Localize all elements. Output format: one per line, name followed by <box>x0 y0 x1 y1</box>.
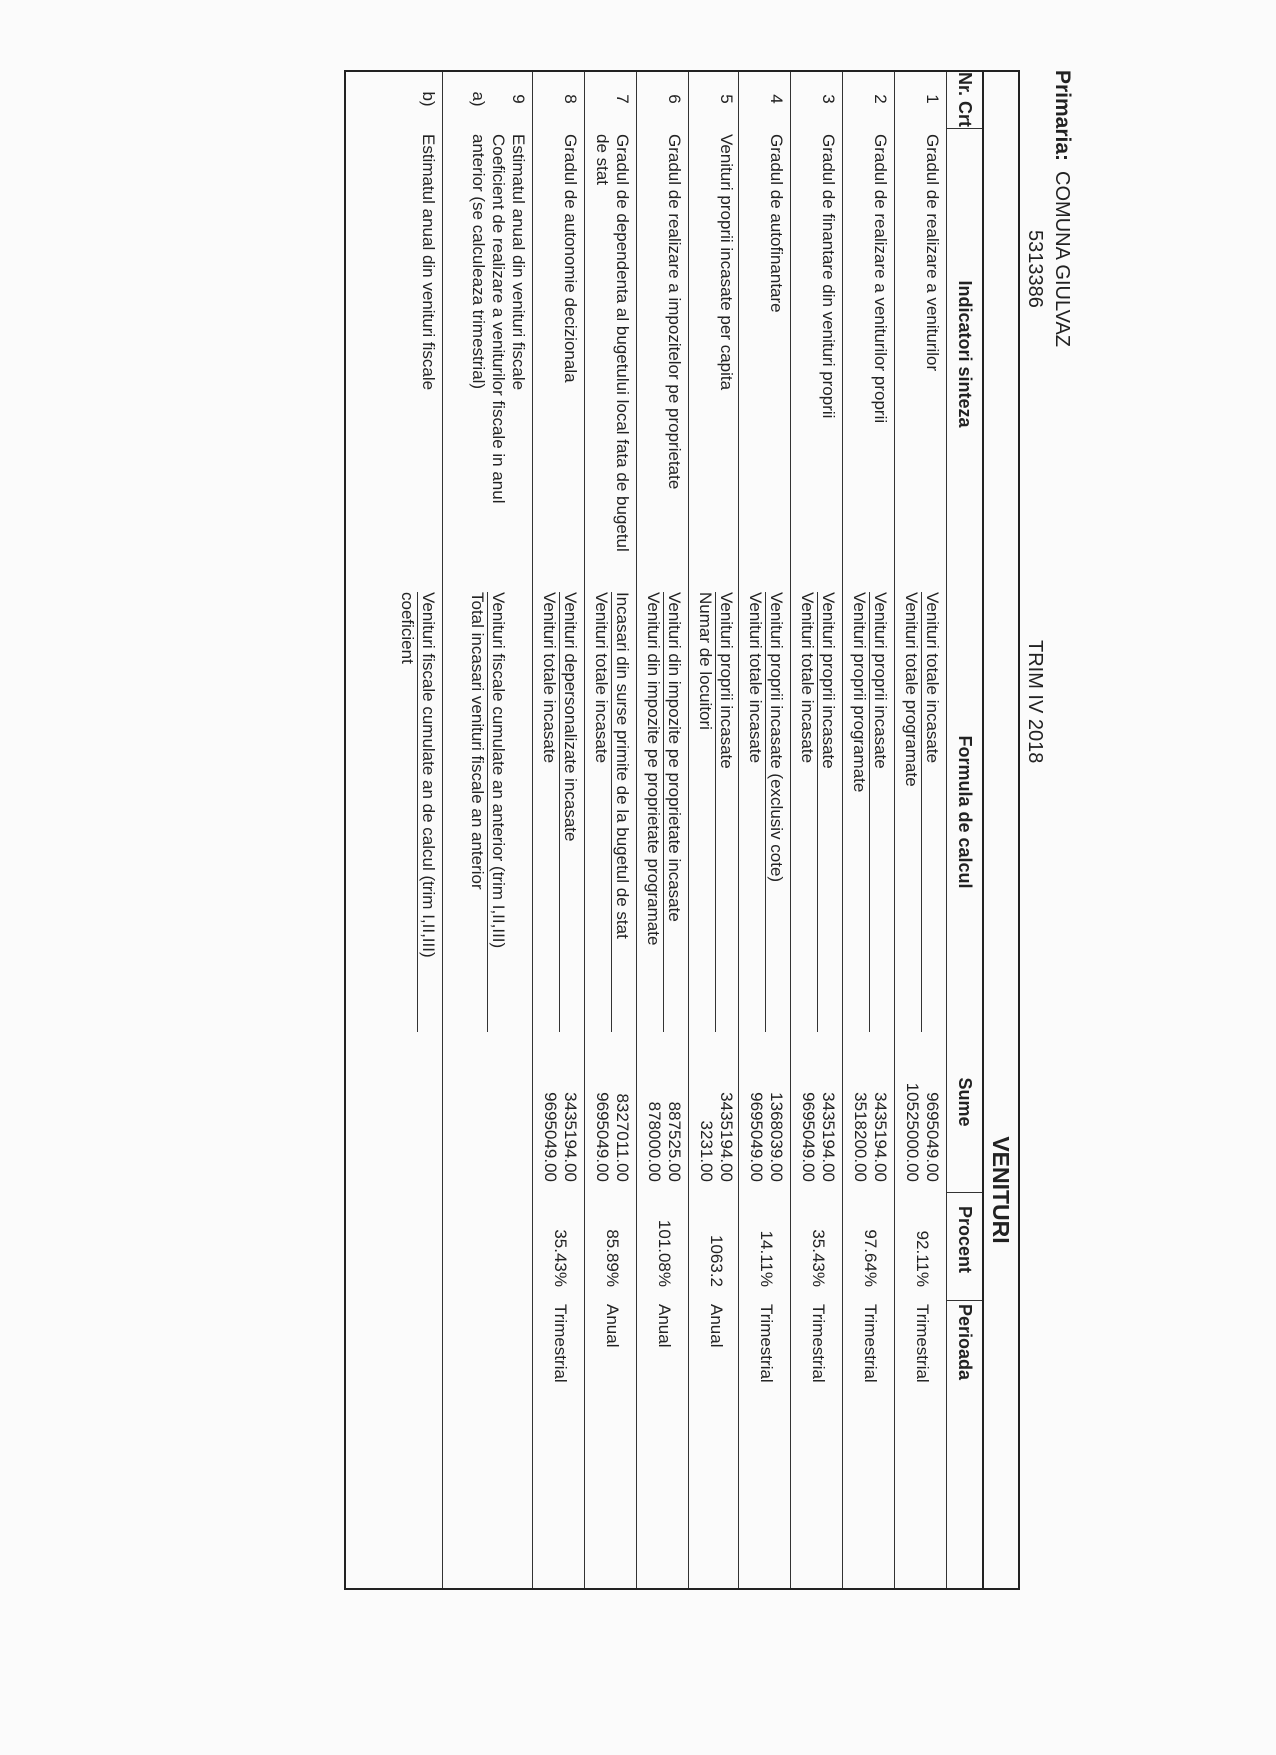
formula-numerator: Venituri proprii incasate <box>817 592 838 1032</box>
row-nr: b) <box>419 91 438 107</box>
row-nr: 7 <box>613 94 632 104</box>
row-indicator: Gradul de dependenta al bugetului local fata de bugetul de stat <box>593 134 632 552</box>
row-indicator: Venituri proprii incasate per capita <box>717 134 736 391</box>
table-row-b <box>344 72 442 1588</box>
col-header-nr: Nr. Crt <box>955 72 975 128</box>
formula-numerator: Venituri fiscale cumulate an de calcul (trim I,II,III) <box>417 592 438 1032</box>
row-nr-sub: a) <box>469 91 488 107</box>
sum-denominator: 878000.00 <box>645 1101 664 1182</box>
row-perioada: Trimestrial <box>913 1304 932 1383</box>
formula-numerator: Venituri totale incasate <box>921 592 942 1032</box>
formula-denominator: Venituri din impozite pe proprietate programate <box>644 592 663 946</box>
sum-denominator: 10525000.00 <box>903 1082 922 1182</box>
col-header-perioada: Perioada <box>955 1304 975 1381</box>
row-procent: 97.64% <box>861 1229 880 1287</box>
row-sums <box>592 1022 632 1182</box>
formula-denominator: coeficient <box>398 592 417 664</box>
row-formula <box>643 592 684 1032</box>
formula-numerator: Incasari din surse primite de la bugetul de stat <box>611 592 632 1032</box>
row-nr: 8 <box>561 94 580 104</box>
row-procent: 1063.2 <box>707 1235 726 1287</box>
formula-numerator: Venituri proprii incasate <box>869 592 890 1032</box>
table-title: VENITURI <box>988 1136 1014 1244</box>
row-perioada: Trimestrial <box>757 1304 776 1383</box>
sum-denominator: 9695049.00 <box>799 1092 818 1182</box>
formula-numerator: Venituri depersonalizate incasate <box>559 592 580 1032</box>
sum-numerator: 9695049.00 <box>923 1092 942 1182</box>
primaria-header <box>1050 70 1074 347</box>
row-indicator: Estimatul anual din venituri fiscale <box>509 134 528 391</box>
row-procent: 14.11% <box>757 1230 776 1287</box>
col-header-procent: Procent <box>955 1205 975 1274</box>
row-perioada: Anual <box>655 1304 674 1348</box>
table-row <box>688 72 740 1588</box>
table-row <box>738 72 790 1588</box>
table-row <box>636 72 688 1588</box>
row-indicator: Gradul de realizare a veniturilor proprii <box>871 134 890 424</box>
row-perioada: Anual <box>707 1304 726 1348</box>
primaria-name: COMUNA GIULVAZ <box>1051 171 1073 347</box>
row-formula <box>745 592 786 1032</box>
row-indicator: Gradul de finantare din venituri proprii <box>819 134 838 419</box>
formula-denominator: Venituri totale incasate <box>540 592 559 764</box>
row-indicator: Gradul de realizare a veniturilor <box>923 134 942 372</box>
table-row <box>532 72 584 1588</box>
row-perioada: Trimestrial <box>809 1304 828 1383</box>
row-perioada: Anual <box>603 1304 622 1348</box>
formula-denominator: Venituri totale programate <box>902 592 921 787</box>
row-sums <box>540 1022 580 1182</box>
table-row <box>894 72 946 1588</box>
row-sums <box>798 1022 838 1182</box>
venituri-table <box>344 70 1020 1590</box>
sum-denominator: 3231.00 <box>697 1120 716 1182</box>
sum-denominator: 9695049.00 <box>541 1092 560 1182</box>
row-nr: 5 <box>717 94 736 104</box>
sum-numerator: 3435194.00 <box>717 1092 736 1182</box>
row-nr: 6 <box>665 94 684 104</box>
col-divider <box>946 128 982 129</box>
row-nr: 9 <box>509 94 528 104</box>
col-header-formula: Formula de calcul <box>955 735 975 889</box>
row-perioada: Trimestrial <box>861 1304 880 1383</box>
row-procent: 35.43% <box>551 1229 570 1287</box>
row-nr: 3 <box>819 94 838 104</box>
table-row <box>584 72 636 1588</box>
primaria-code: 5313386 <box>1024 230 1046 308</box>
sum-numerator: 887525.00 <box>665 1101 684 1182</box>
table-title-row <box>982 72 1018 1588</box>
formula-denominator: Venituri totale incasate <box>592 592 611 764</box>
row-formula <box>467 592 508 1032</box>
row-formula <box>591 592 632 1032</box>
row-formula <box>797 592 838 1032</box>
column-header-row <box>946 72 982 1588</box>
row-formula <box>397 592 438 1032</box>
col-divider <box>946 1300 982 1301</box>
row-indicator: Estimatul anual din venituri fiscale <box>419 134 438 391</box>
formula-denominator: Venituri totale incasate <box>746 592 765 764</box>
table-row <box>842 72 894 1588</box>
sum-numerator: 3435194.00 <box>819 1092 838 1182</box>
row-nr: 1 <box>923 94 942 104</box>
document-sheet <box>0 60 1080 1680</box>
row-indicator: Gradul de autonomie decizionala <box>561 134 580 383</box>
formula-denominator: Total incasari venituri fiscale an anterior <box>468 592 487 890</box>
formula-numerator: Venituri proprii incasate (exclusiv cote) <box>765 592 786 1032</box>
row-formula <box>901 592 942 1032</box>
row-sums <box>696 1022 736 1182</box>
sum-numerator: 8327011.00 <box>613 1093 632 1182</box>
col-header-sume: Sume <box>955 1077 975 1127</box>
row-sums <box>644 1022 684 1182</box>
row-formula <box>849 592 890 1032</box>
sum-denominator: 9695049.00 <box>593 1092 612 1182</box>
table-row-9 <box>442 72 532 1588</box>
sum-denominator: 9695049.00 <box>747 1092 766 1182</box>
col-header-indicator: Indicatori sinteza <box>955 280 975 428</box>
formula-denominator: Venituri totale incasate <box>798 592 817 764</box>
row-sums <box>746 1022 786 1182</box>
row-procent: 101.08% <box>655 1219 674 1287</box>
report-period: TRIM IV 2018 <box>1024 640 1046 764</box>
formula-denominator: Numar de locuitori <box>696 592 715 730</box>
col-divider <box>946 1192 982 1193</box>
formula-numerator: Venituri proprii incasate <box>715 592 736 1032</box>
formula-numerator: Venituri fiscale cumulate an anterior (trim I,II,III) <box>487 592 508 1032</box>
formula-denominator: Venituri proprii programate <box>850 592 869 793</box>
row-nr: 2 <box>871 94 890 104</box>
row-indicator-sub: Coeficient de realizare a veniturilor fiscale in anul anterior (se calculeaza trimestrial) <box>469 134 508 504</box>
table-row <box>790 72 842 1588</box>
row-indicator: Gradul de autofinantare <box>767 134 786 313</box>
row-procent: 92.11% <box>913 1230 932 1287</box>
row-nr: 4 <box>767 94 786 104</box>
sum-denominator: 3518200.00 <box>851 1092 870 1182</box>
primaria-label: Primaria: <box>1051 70 1074 162</box>
sum-numerator: 3435194.00 <box>871 1092 890 1182</box>
row-sums <box>902 1022 942 1182</box>
row-procent: 85.89% <box>603 1229 622 1287</box>
row-formula <box>695 592 736 1032</box>
row-formula <box>539 592 580 1032</box>
row-procent: 35.43% <box>809 1229 828 1287</box>
sum-numerator: 1368039.00 <box>767 1092 786 1182</box>
row-perioada: Trimestrial <box>551 1304 570 1383</box>
formula-numerator: Venituri din impozite pe proprietate incasate <box>663 592 684 1032</box>
row-sums <box>850 1022 890 1182</box>
row-indicator: Gradul de realizare a impozitelor pe proprietate <box>665 134 684 490</box>
sum-numerator: 3435194.00 <box>561 1092 580 1182</box>
